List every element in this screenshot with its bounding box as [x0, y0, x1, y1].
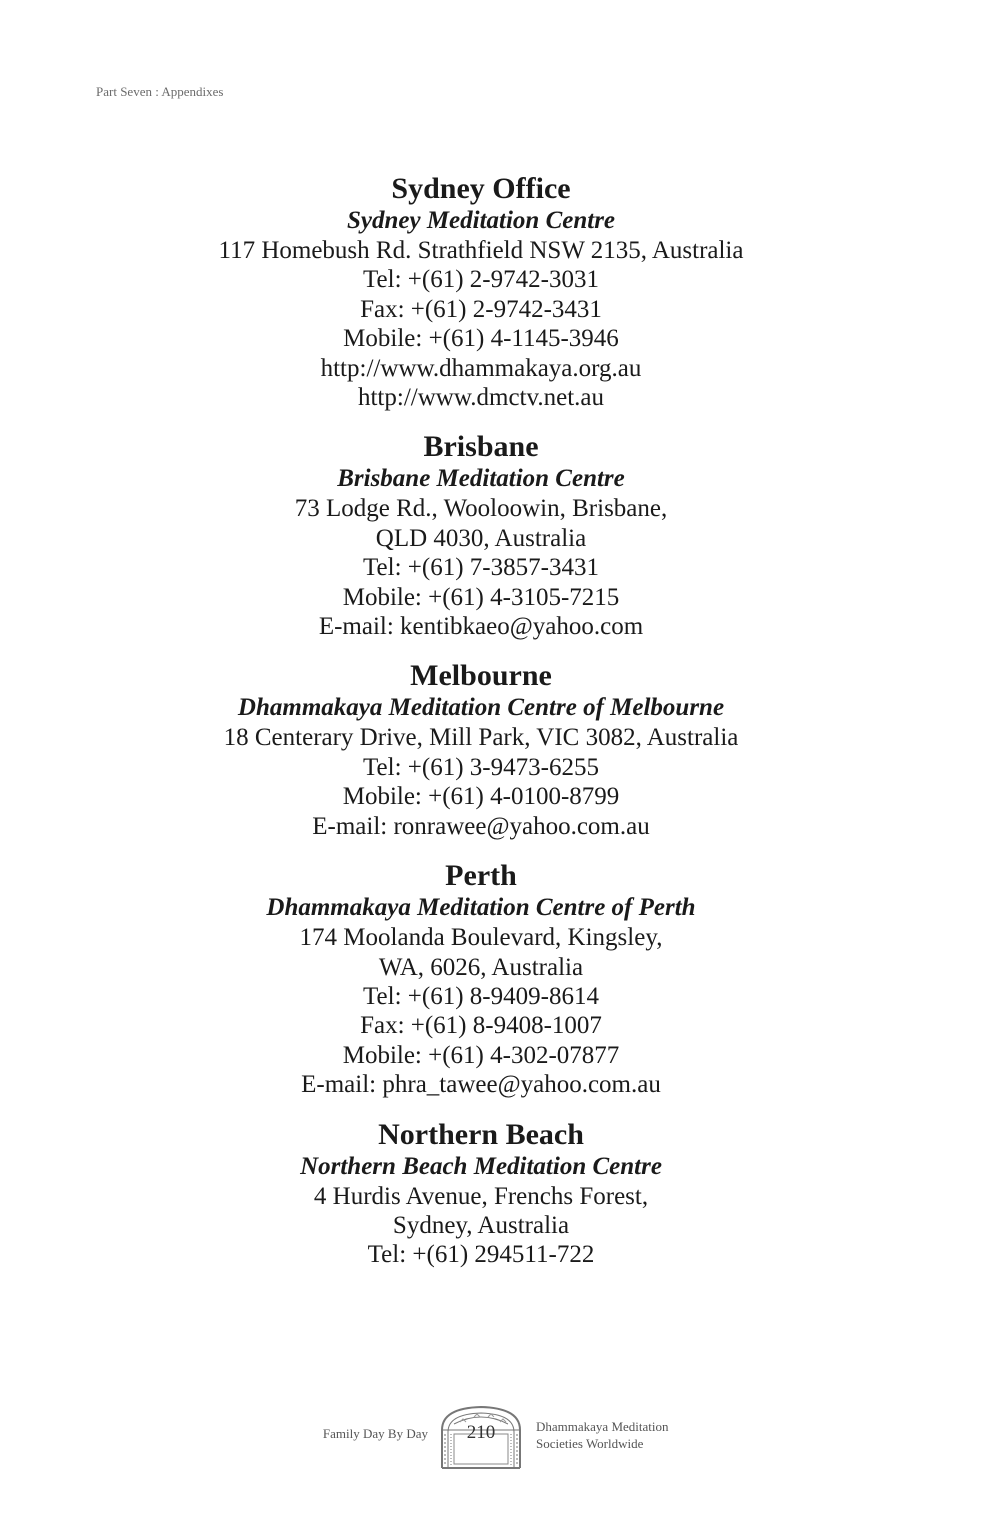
- phone-line: Tel: +(61) 294511-722: [367, 1241, 595, 1269]
- section-subtitle: Northern Beach Meditation Centre: [300, 1152, 662, 1180]
- phone-line: Tel: +(61) 7-3857-3431: [363, 554, 599, 582]
- address-line: 117 Homebush Rd. Strathfield NSW 2135, Australia: [218, 237, 744, 264]
- footer-book-title: Family Day By Day: [322, 1426, 428, 1441]
- address-line: Sydney, Australia: [392, 1211, 570, 1239]
- phone-line: Tel: +(61) 2-9742-3031: [363, 266, 599, 294]
- address-line: 174 Moolanda Boulevard, Kingsley,: [299, 924, 663, 952]
- office-section-perth: [0, 859, 962, 1099]
- mobile-line: Mobile: +(61) 4-302-07877: [342, 1041, 620, 1069]
- mobile-line: Mobile: +(61) 4-1145-3946: [343, 325, 619, 353]
- office-section-brisbane: [0, 430, 962, 641]
- mobile-line: Mobile: +(61) 4-3105-7215: [342, 583, 620, 611]
- section-subtitle: Dhammakaya Meditation Centre of Perth: [266, 894, 696, 922]
- section-subtitle: Sydney Meditation Centre: [346, 207, 616, 234]
- footer-section-line: Societies Worldwide: [536, 1436, 644, 1451]
- section-subtitle: Brisbane Meditation Centre: [337, 465, 625, 493]
- section-title: Northern Beach: [378, 1117, 584, 1151]
- page-footer: [0, 1404, 1000, 1474]
- fax-line: Fax: +(61) 2-9742-3431: [360, 295, 602, 323]
- address-line: 73 Lodge Rd., Wooloowin, Brisbane,: [294, 495, 668, 523]
- section-title: Brisbane: [423, 430, 539, 464]
- footer-section-line: Dhammakaya Meditation: [536, 1419, 669, 1434]
- mobile-line: Mobile: +(61) 4-0100-8799: [342, 783, 620, 811]
- email-line: E-mail: kentibkaeo@yahoo.com: [318, 613, 644, 641]
- office-section-northern-beach: [0, 1118, 962, 1270]
- address-line: WA, 6026, Australia: [378, 953, 584, 981]
- office-section-melbourne: [0, 659, 962, 841]
- address-line: 4 Hurdis Avenue, Frenchs Forest,: [313, 1182, 649, 1210]
- address-line: 18 Centerary Drive, Mill Park, VIC 3082, Australia: [223, 724, 739, 752]
- section-title: Perth: [445, 859, 517, 893]
- section-subtitle: Dhammakaya Meditation Centre of Melbourne: [237, 694, 725, 722]
- email-line: E-mail: phra_tawee@yahoo.com.au: [301, 1071, 661, 1099]
- address-line: QLD 4030, Australia: [375, 524, 587, 552]
- running-header: Part Seven : Appendixes: [96, 84, 224, 99]
- fax-line: Fax: +(61) 8-9408-1007: [360, 1012, 602, 1040]
- page-content: [0, 172, 962, 1288]
- phone-line: Tel: +(61) 8-9409-8614: [363, 982, 599, 1010]
- website-line: http://www.dhammakaya.org.au: [320, 354, 642, 382]
- website-line: http://www.dmctv.net.au: [357, 384, 605, 412]
- section-title: Melbourne: [410, 659, 552, 693]
- phone-line: Tel: +(61) 3-9473-6255: [363, 753, 599, 781]
- office-section-sydney: [0, 172, 962, 412]
- email-line: E-mail: ronrawee@yahoo.com.au: [312, 812, 650, 840]
- footer-section-name: [536, 1418, 669, 1452]
- page-number: 210: [466, 1422, 496, 1443]
- section-title: Sydney Office: [391, 172, 571, 205]
